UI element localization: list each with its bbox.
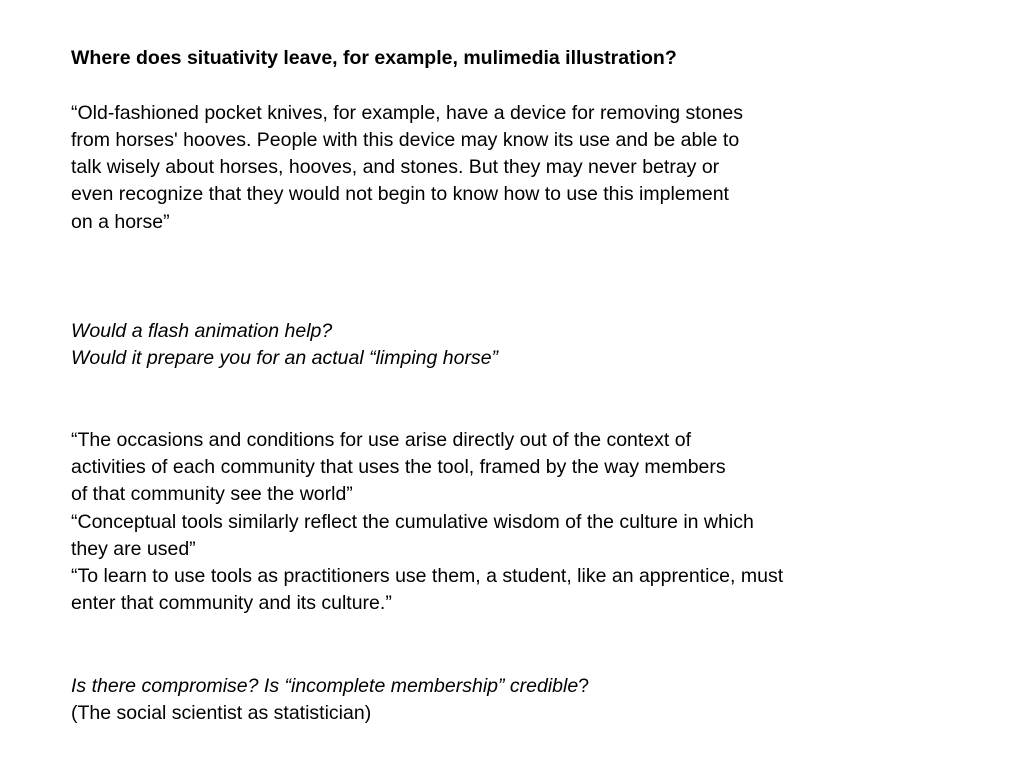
tools-quote-line: of that community see the world” (71, 483, 353, 505)
tools-quote-line: enter that community and its culture.” (71, 592, 392, 614)
question-line: Would it prepare you for an actual “limping horse” (71, 347, 499, 369)
question-mark: ? (578, 675, 590, 697)
horse-quote-line: from horses' hooves. People with this device may know its use and be able to (71, 129, 740, 151)
slide-heading: Where does situativity leave, for example, mulimedia illustration? (71, 47, 677, 69)
tools-quote-line: “The occasions and conditions for use arise directly out of the context of (71, 429, 692, 451)
tools-quote-line: “Conceptual tools similarly reflect the cumulative wisdom of the culture in which (71, 511, 754, 533)
question-line: Would a flash animation help? (71, 320, 333, 342)
horse-quote-line: “Old-fashioned pocket knives, for example, have a device for removing stones (71, 102, 744, 124)
horse-quote-line: even recognize that they would not begin to know how to use this implement (71, 183, 729, 205)
horse-quote-line: on a horse” (71, 211, 170, 233)
compromise-question (71, 673, 589, 700)
statistician-note: (The social scientist as statistician) (71, 702, 372, 724)
tools-quote-line: activities of each community that uses the tool, framed by the way members (71, 456, 726, 478)
horse-quote-line: talk wisely about horses, hooves, and stones. But they may never betray or (71, 156, 720, 178)
compromise-question-text: Is there compromise? Is “incomplete membership” credible (71, 675, 579, 697)
tools-quote-line: they are used” (71, 538, 196, 560)
tools-quote-line: “To learn to use tools as practitioners use them, a student, like an apprentice, must (71, 565, 784, 587)
